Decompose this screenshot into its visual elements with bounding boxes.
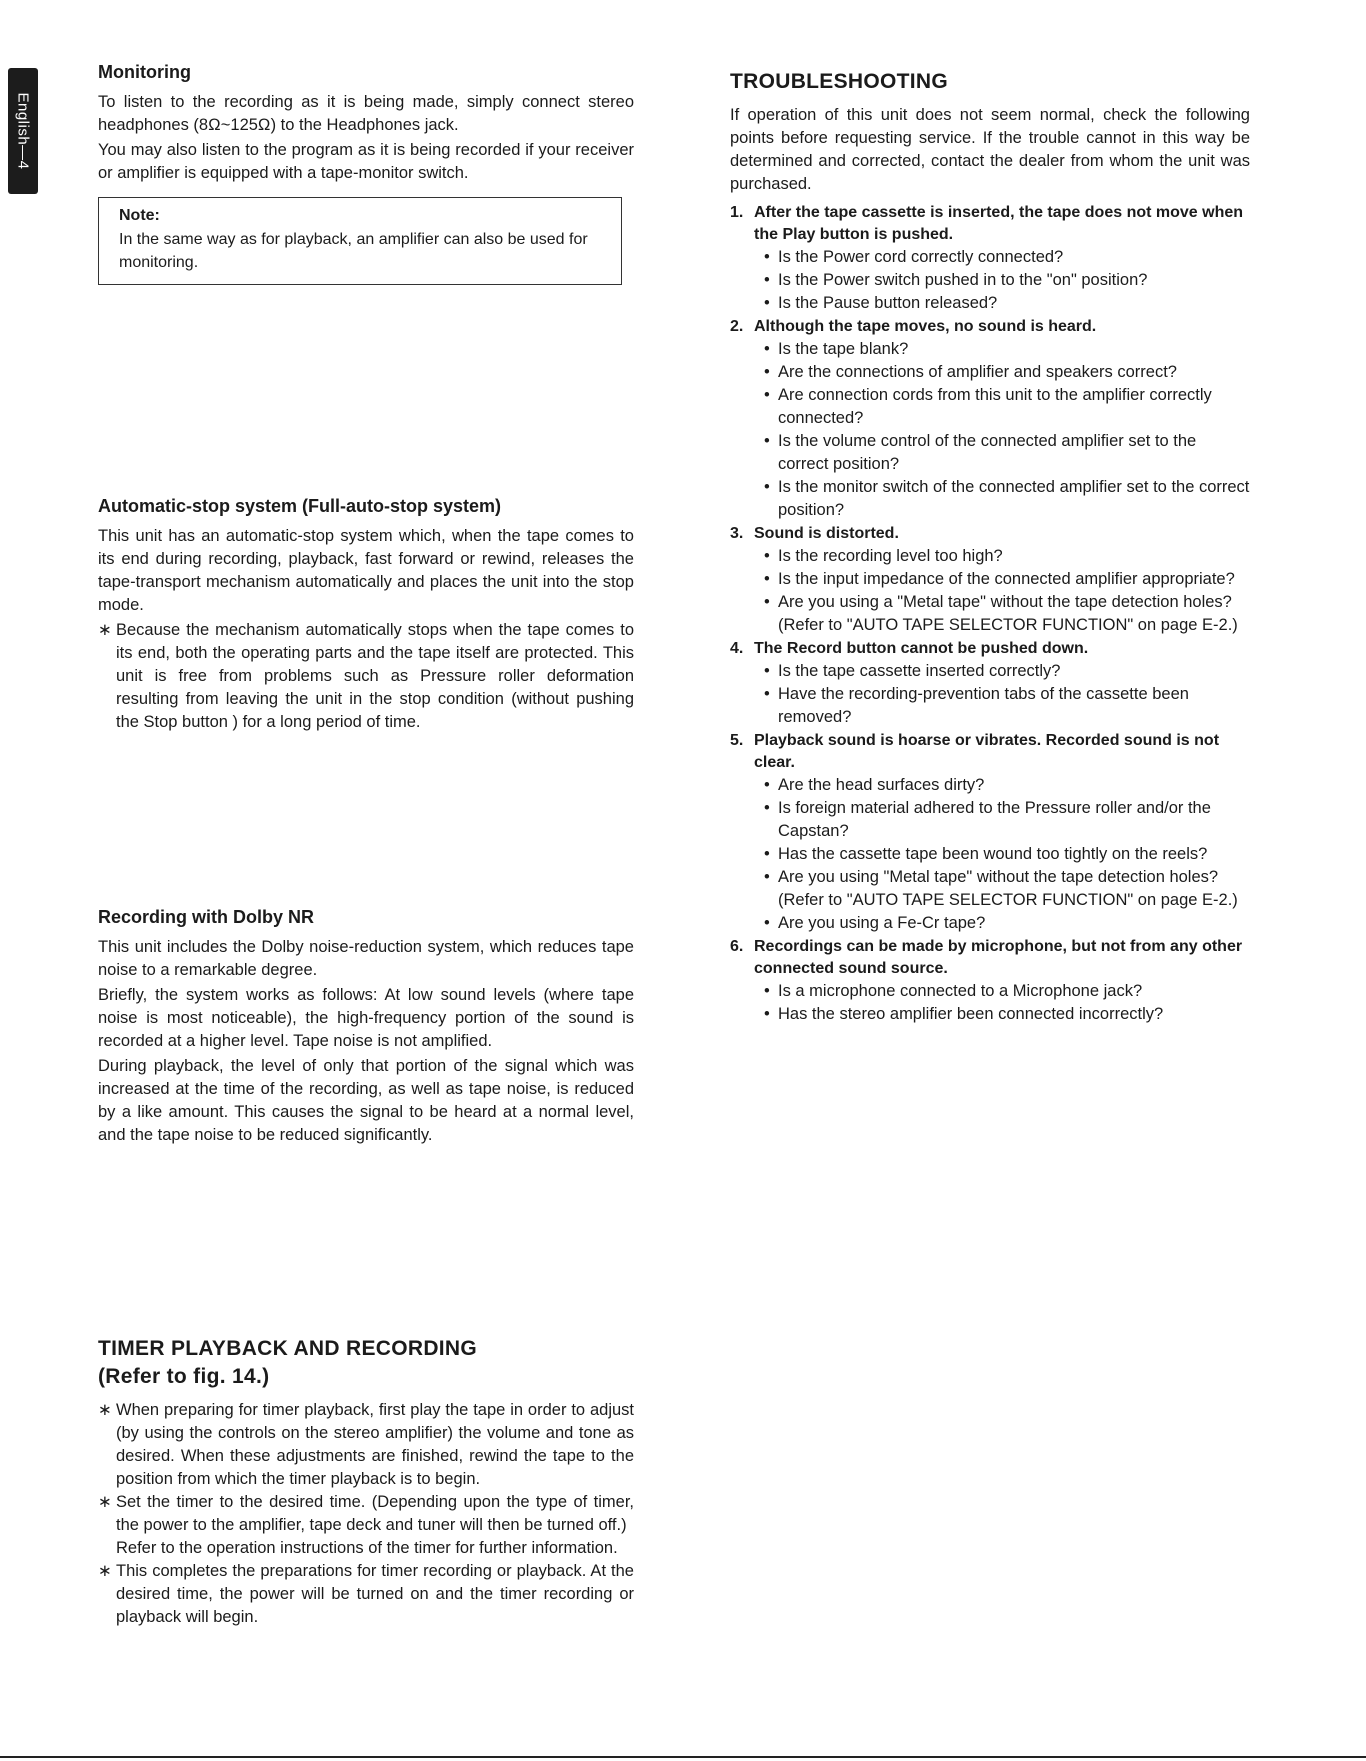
problem-statement xyxy=(730,316,1250,338)
dolby-heading: Recording with Dolby NR xyxy=(98,907,314,927)
problem-statement xyxy=(730,730,1250,774)
troubleshooting-item xyxy=(730,523,1250,637)
problem-statement xyxy=(730,202,1250,246)
check-item: • Is the volume control of the connected amplifier set to the correct position? xyxy=(764,430,1250,476)
problem-number: 3. xyxy=(730,525,744,542)
check-item: • Is the Power cord correctly connected? xyxy=(764,246,1250,269)
check-list xyxy=(730,246,1250,315)
check-list xyxy=(730,980,1250,1026)
autostop-paragraph: This unit has an automatic-stop system which, when the tape comes to its end during recording, playback, fast forward or rewind, releases the tape-transport mechanism automatically and places the unit into the stop mode. xyxy=(98,527,634,614)
check-list xyxy=(730,660,1250,729)
troubleshooting-list xyxy=(730,202,1250,1026)
check-item: • Are you using a Fe-Cr tape? xyxy=(764,912,1250,935)
autostop-bullets xyxy=(98,619,634,734)
problem-statement xyxy=(730,523,1250,545)
monitoring-paragraph: To listen to the recording as it is being made, simply connect stereo headphones (8Ω~125Ω) to the Headphones jack. xyxy=(98,93,634,134)
dolby-paragraph: This unit includes the Dolby noise-reduction system, which reduces tape noise to a remarkable degree. xyxy=(98,938,634,979)
problem-statement xyxy=(730,638,1250,660)
check-item: • Has the stereo amplifier been connected incorrectly? xyxy=(764,1003,1250,1026)
dolby-section xyxy=(98,907,634,1149)
troubleshooting-item xyxy=(730,936,1250,1026)
check-item: • Is the tape cassette inserted correctly? xyxy=(764,660,1250,683)
check-item: • Have the recording-prevention tabs of the cassette been removed? xyxy=(764,683,1250,729)
autostop-heading: Automatic-stop system (Full-auto-stop system) xyxy=(98,496,502,516)
troubleshooting-item xyxy=(730,316,1250,522)
problem-text: Sound is distorted. xyxy=(754,525,899,542)
troubleshooting-section xyxy=(730,70,1250,1027)
monitoring-paragraph: You may also listen to the program as it is being recorded if your receiver or amplifier is equipped with a tape-monitor switch. xyxy=(98,141,634,182)
timer-subheading: (Refer to fig. 14.) xyxy=(98,1365,270,1388)
problem-text: Recordings can be made by microphone, but not from any other connected sound source. xyxy=(754,938,1243,977)
page-bottom-rule xyxy=(0,1756,1366,1758)
check-item: • Are you using a "Metal tape" without the tape detection holes? (Refer to "AUTO TAPE SELECTOR FUNCTION" on page E-2.) xyxy=(764,591,1250,637)
check-item: • Are the connections of amplifier and speakers correct? xyxy=(764,361,1250,384)
check-item: • Is foreign material adhered to the Pressure roller and/or the Capstan? xyxy=(764,797,1250,843)
check-item: • Is the recording level too high? xyxy=(764,545,1250,568)
check-item: • Is a microphone connected to a Microphone jack? xyxy=(764,980,1250,1003)
troubleshooting-heading: TROUBLESHOOTING xyxy=(730,70,948,93)
problem-number: 1. xyxy=(730,204,744,221)
note-box xyxy=(98,197,622,285)
check-item: • Is the tape blank? xyxy=(764,338,1250,361)
check-list xyxy=(730,774,1250,935)
timer-bullet: ∗ When preparing for timer playback, first play the tape in order to adjust (by using the controls on the stereo amplifier) the volume and tone as desired. When these adjustments are finished, rewind the tape to the position from which the timer playback is to begin. xyxy=(98,1399,634,1491)
note-title: Note: xyxy=(119,207,160,224)
problem-text: Playback sound is hoarse or vibrates. Recorded sound is not clear. xyxy=(754,732,1220,771)
problem-number: 6. xyxy=(730,938,744,955)
language-tab-label: English—4 xyxy=(14,92,32,170)
timer-bullet: ∗ This completes the preparations for timer recording or playback. At the desired time, the power will be turned on and the timer recording or playback will begin. xyxy=(98,1560,634,1629)
dolby-paragraph: Briefly, the system works as follows: At low sound levels (where tape noise is most noticeable), the high-frequency portion of the sound is recorded at a higher level. Tape noise is not amplified. xyxy=(98,986,634,1050)
autostop-section xyxy=(98,496,634,734)
problem-number: 5. xyxy=(730,732,744,749)
check-list xyxy=(730,545,1250,637)
problem-text: Although the tape moves, no sound is heard. xyxy=(754,318,1097,335)
check-item: • Is the Power switch pushed in to the "on" position? xyxy=(764,269,1250,292)
problem-statement xyxy=(730,936,1250,980)
check-list xyxy=(730,338,1250,522)
troubleshooting-item xyxy=(730,730,1250,935)
check-item: • Are the head surfaces dirty? xyxy=(764,774,1250,797)
autostop-bullet: ∗ Because the mechanism automatically stops when the tape comes to its end, both the operating parts and the tape itself are protected. This unit is free from problems such as Pressure roller deformation resulting from leaving the unit in the stop condition (without pushing the Stop button ) for a long period of time. xyxy=(98,619,634,734)
timer-bullet: ∗ Set the timer to the desired time. (Depending upon the type of timer, the power to the amplifier, tape deck and tuner will then be turned off.) Refer to the operation instructions of the timer for further information. xyxy=(98,1491,634,1560)
troubleshooting-intro: If operation of this unit does not seem normal, check the following points before requesting service. If the trouble cannot in this way be determined and corrected, contact the dealer from whom the unit was purchased. xyxy=(730,106,1250,193)
problem-number: 4. xyxy=(730,640,744,657)
problem-text: The Record button cannot be pushed down. xyxy=(754,640,1089,657)
timer-heading: TIMER PLAYBACK AND RECORDING xyxy=(98,1337,478,1360)
monitoring-section xyxy=(98,62,634,285)
monitoring-heading: Monitoring xyxy=(98,62,191,82)
check-item: • Is the Pause button released? xyxy=(764,292,1250,315)
dolby-paragraph: During playback, the level of only that portion of the signal which was increased at the time of the recording, as well as tape noise, is reduced by a like amount. This causes the signal to be heard at a normal level, and the tape noise to be reduced significantly. xyxy=(98,1057,634,1144)
problem-text: After the tape cassette is inserted, the tape does not move when the Play button is pushed. xyxy=(754,204,1244,243)
troubleshooting-item xyxy=(730,638,1250,729)
check-item: • Are connection cords from this unit to the amplifier correctly connected? xyxy=(764,384,1250,430)
check-item: • Are you using "Metal tape" without the tape detection holes? (Refer to "AUTO TAPE SELECTOR FUNCTION" on page E-2.) xyxy=(764,866,1250,912)
timer-bullets xyxy=(98,1399,634,1629)
note-text: In the same way as for playback, an amplifier can also be used for monitoring. xyxy=(119,231,588,271)
problem-number: 2. xyxy=(730,318,744,335)
check-item: • Is the input impedance of the connected amplifier appropriate? xyxy=(764,568,1250,591)
check-item: • Has the cassette tape been wound too tightly on the reels? xyxy=(764,843,1250,866)
language-tab xyxy=(8,68,38,194)
timer-section xyxy=(98,1337,634,1629)
troubleshooting-item xyxy=(730,202,1250,315)
check-item: • Is the monitor switch of the connected amplifier set to the correct position? xyxy=(764,476,1250,522)
